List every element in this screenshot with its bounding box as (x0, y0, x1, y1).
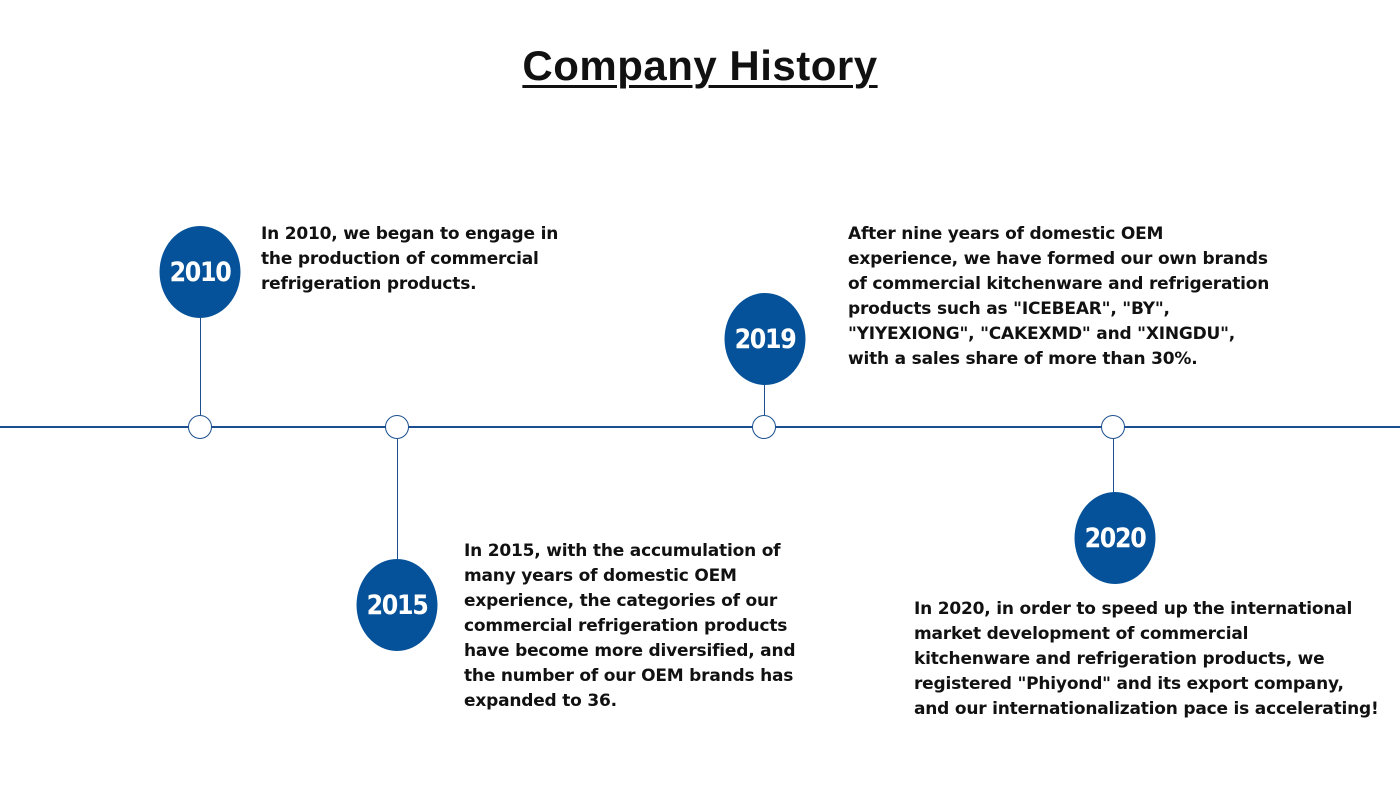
connector-2020 (1113, 439, 1114, 495)
year-badge-2015: 2015 (357, 559, 438, 651)
connector-2015 (397, 439, 398, 561)
timeline-node-2015 (385, 415, 409, 439)
connector-2019 (764, 385, 765, 415)
timeline-node-2020 (1101, 415, 1125, 439)
event-text-2010: In 2010, we began to engage in the production of commercial refrigeration products. (261, 224, 559, 294)
event-text-2015: In 2015, with the accumulation of many years of domestic OEM experience, the categories of our commercial refrigeration products have become more diversified, and the number of our OEM brands has expanded to 36. (464, 541, 796, 711)
page-title (0, 42, 1400, 90)
timeline-node-2019 (752, 415, 776, 439)
event-text-2019: After nine years of domestic OEM experience, we have formed our own brands of commercial kitchenware and refrigeration products such as "ICEBEAR", "BY", "YIYEXIONG", "CAKEXMD" and "XINGDU", with a sales share of more than 30%. (848, 224, 1270, 369)
connector-2010 (200, 318, 201, 415)
year-badge-2010: 2010 (160, 226, 241, 318)
event-text-2020: In 2020, in order to speed up the international market development of commercial kitchenware and refrigeration products, we registered "Phiyond" and its export company, and our internationalization pace is accelerating! (914, 599, 1379, 719)
year-badge-2019: 2019 (725, 293, 806, 385)
year-badge-2020: 2020 (1075, 492, 1156, 584)
page-title-text: Company History (522, 42, 878, 89)
timeline-node-2010 (188, 415, 212, 439)
